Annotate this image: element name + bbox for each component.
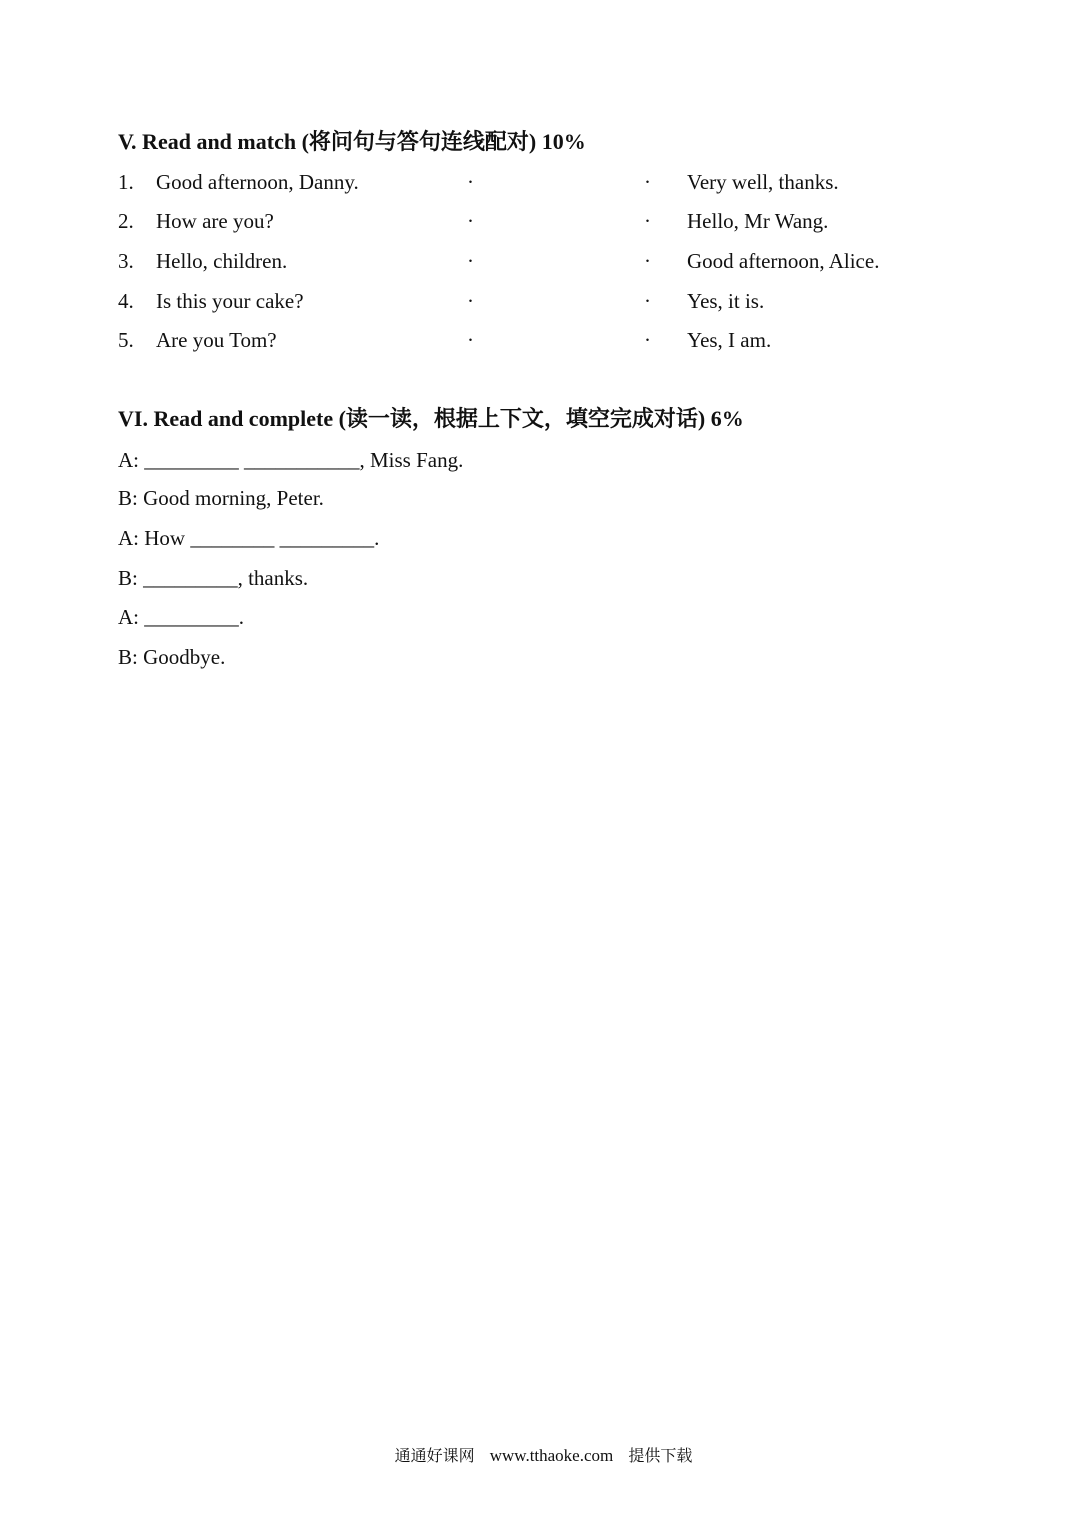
footer-url-link[interactable]: www.tthaoke.com (489, 1446, 614, 1465)
match-dot-left[interactable]: · (467, 170, 474, 194)
match-answer: Yes, it is. (687, 289, 765, 313)
section-5-title: V. Read and match (将问句与答句连线配对) 10% (118, 129, 586, 154)
page-footer (0, 1444, 1087, 1468)
match-dot-right[interactable]: · (644, 328, 651, 352)
match-question: Are you Tom? (156, 328, 277, 352)
section-6-title: VI. Read and complete (读一读，根据上下文，填空完成对话) 6% (118, 406, 744, 431)
match-dot-left[interactable]: · (467, 249, 474, 273)
match-question: Good afternoon, Danny. (156, 170, 359, 194)
match-row-3 (0, 247, 1087, 275)
match-question: Hello, children. (156, 249, 288, 273)
match-dot-left[interactable]: · (467, 328, 474, 352)
match-number: 3. (118, 249, 134, 273)
match-row-2 (0, 207, 1087, 235)
match-answer: Very well, thanks. (687, 170, 839, 194)
dialogue-line-1[interactable]: A: _________ ___________, Miss Fang. (118, 448, 464, 472)
match-question: Is this your cake? (156, 289, 304, 313)
match-answer: Yes, I am. (687, 328, 772, 352)
match-answer: Good afternoon, Alice. (687, 249, 880, 273)
match-dot-left[interactable]: · (467, 289, 474, 313)
match-dot-left[interactable]: · (467, 209, 474, 233)
match-number: 2. (118, 209, 134, 233)
match-row-4 (0, 287, 1087, 315)
dialogue-line-6: B: Goodbye. (118, 645, 226, 669)
match-row-5 (0, 326, 1087, 354)
match-answer: Hello, Mr Wang. (687, 209, 829, 233)
match-dot-right[interactable]: · (644, 249, 651, 273)
dialogue-line-3[interactable]: A: How ________ _________. (118, 526, 380, 550)
dialogue-line-4[interactable]: B: _________, thanks. (118, 566, 309, 590)
match-number: 1. (118, 170, 134, 194)
match-dot-right[interactable]: · (644, 209, 651, 233)
match-dot-right[interactable]: · (644, 289, 651, 313)
match-number: 5. (118, 328, 134, 352)
match-number: 4. (118, 289, 134, 313)
dialogue-line-5[interactable]: A: _________. (118, 605, 244, 629)
dialogue-line-2: B: Good morning, Peter. (118, 486, 324, 510)
match-dot-right[interactable]: · (644, 170, 651, 194)
match-question: How are you? (156, 209, 274, 233)
footer-download-text: 提供下载 (628, 1446, 693, 1465)
footer-site-name: 通通好课网 (394, 1446, 475, 1465)
match-row-1 (0, 168, 1087, 196)
